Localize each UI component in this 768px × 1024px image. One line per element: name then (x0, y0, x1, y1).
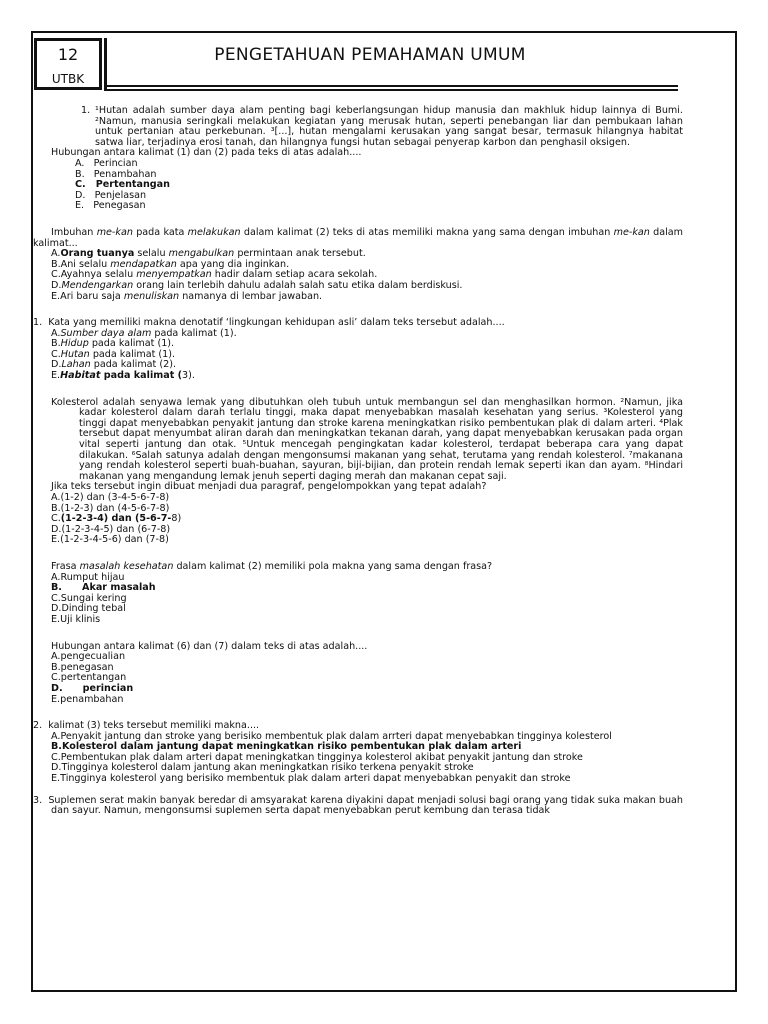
passage-hutan: 1. ¹Hutan adalah sumber daya alam penting bagi keberlangsungan hidup manusia dan makhluk hidup lainnya di Bumi. ²Namun, manusia seringkali melakukan kegiatan yang merusak hutan, seperti penebangan liar dan pembukaan lahan untuk pertanian atau perkebunan. ³[...], hutan mengalami kerusakan yang sangat besar, termasuk hilangnya habitat satwa liar, terjadinya erosi tanah, dan hilangnya fungsi hutan sebagai penyerap karbon dan penghasil oksigen. (81, 105, 683, 148)
option-b-answer[interactable]: B. Akar masalah (51, 582, 156, 594)
page-title: PENGETAHUAN PEMAHAMAN UMUM (214, 45, 526, 65)
option-a-answer[interactable]: A.Orang tuanya selalu mengabulkan permintaan anak tersebut. (51, 248, 366, 260)
question-imbuhan: Imbuhan me-kan pada kata melakukan dalam kalimat (2) teks di atas memiliki makna yang sama dengan imbuhan me-kan dalam kalimat... (33, 226, 683, 249)
option-e[interactable]: E.Uji klinis (51, 613, 101, 625)
option-b[interactable]: B.Hidup pada kalimat (1). (51, 338, 175, 350)
option-e[interactable]: E.Ari baru saja menuliskan namanya di lembar jawaban. (51, 290, 323, 302)
option-a[interactable]: A.Rumput hijau (51, 571, 125, 583)
exam-code: UTBK (51, 72, 85, 86)
question-number-box (34, 38, 102, 90)
option-e[interactable]: E.Tingginya kolesterol yang berisiko membentuk plak dalam arteri dapat menyebabkan penyakit dan stroke (51, 773, 571, 785)
page-number: 12 (57, 45, 79, 64)
question-text: Jika teks tersebut ingin dibuat menjadi dua paragraf, pengelompokkan yang tepat adalah? (51, 481, 487, 493)
option-c-answer[interactable]: C.(1-2-3-4) dan (5-6-7-8) (51, 513, 182, 525)
option-c[interactable]: C.Hutan pada kalimat (1). (51, 348, 176, 360)
option-c[interactable]: C.Ayahnya selalu menyempatkan hadir dalam setiap acara sekolah. (51, 269, 378, 281)
option-d[interactable]: D.Mendengarkan orang lain terlebih dahulu adalah salah satu etika dalam berdiskusi. (51, 279, 463, 291)
option-d-answer[interactable]: D. perincian (51, 682, 134, 694)
option-e[interactable]: E.penambahan (51, 693, 124, 705)
document-body (33, 106, 683, 817)
option-a[interactable]: A.pengecualian (51, 651, 126, 663)
option-a[interactable]: A.Penyakit jantung dan stroke yang berisiko membentuk plak dalam arrteri dapat menyebabkan tingginya kolesterol (51, 730, 612, 742)
option-c[interactable]: C.Sungai kering (51, 592, 127, 604)
option-d[interactable]: D.Lahan pada kalimat (2). (51, 359, 177, 371)
option-d[interactable]: D. Penjelasan (75, 189, 147, 201)
option-b-answer[interactable]: B.Kolesterol dalam jantung dapat meningkatkan risiko pembentukan plak dalam arteri (51, 741, 522, 753)
option-d[interactable]: D.Tingginya kolesterol dalam jantung akan meningkatkan risiko terkena penyakit stroke (51, 762, 474, 774)
option-b[interactable]: B.penegasan (51, 661, 114, 673)
option-a[interactable]: A.Sumber daya alam pada kalimat (1). (51, 327, 237, 339)
option-e[interactable]: E.(1-2-3-4-5-6) dan (7-8) (51, 534, 169, 546)
option-d[interactable]: D.Dinding tebal (51, 603, 126, 615)
option-list (33, 159, 683, 212)
option-c[interactable]: C.pertentangan (51, 672, 127, 684)
question-frasa: Frasa masalah kesehatan dalam kalimat (2) memiliki pola makna yang sama dengan frasa? (51, 560, 493, 572)
question-denotatif: 1. Kata yang memiliki makna denotatif ‘lingkungan kehidupan asli’ dalam teks tersebut adalah.... (33, 317, 505, 329)
option-a[interactable]: A.(1-2) dan (3-4-5-6-7-8) (51, 492, 170, 503)
question-makna: 2. kalimat (3) teks tersebut memiliki makna.... (33, 720, 260, 732)
passage-suplemen: 3. Suplemen serat makin banyak beredar di amsyarakat karena diyakini dapat menjadi solusi bagi orang yang tidak suka makan buah dan sayur. Namun, mengonsumsi suplemen serta dapat menyebabkan perut kembung dan terasa tidak (33, 794, 683, 817)
option-a[interactable]: A. Perincian (75, 157, 138, 169)
option-b[interactable]: B.Ani selalu mendapatkan apa yang dia inginkan. (51, 258, 290, 270)
question-hubungan: Hubungan antara kalimat (6) dan (7) dalam teks di atas adalah.... (51, 640, 368, 652)
header-rule (105, 85, 678, 87)
option-d[interactable]: D.(1-2-3-4-5) dan (6-7-8) (51, 523, 171, 535)
header-divider (104, 38, 107, 91)
header-rule-double (105, 89, 678, 91)
option-e-answer[interactable]: E.Habitat pada kalimat (3). (51, 370, 195, 382)
option-b[interactable]: B. Penambahan (75, 168, 157, 180)
question-text: Hubungan antara kalimat (1) dan (2) pada teks di atas adalah.... (51, 147, 362, 159)
option-c[interactable]: C.Pembentukan plak dalam arteri dapat meningkatkan tingginya kolesterol akibat penyakit jantung dan stroke (51, 751, 583, 763)
option-c-answer[interactable]: C. Pertentangan (75, 179, 170, 191)
option-e[interactable]: E. Penegasan (75, 200, 146, 212)
passage-kolesterol: Kolesterol adalah senyawa lemak yang dibutuhkan oleh tubuh untuk membangun sel dan menghasilkan hormon. ²Namun, jika kadar kolesterol dalam darah terlalu tinggi, maka dapat menyebabkan masalah kesehatan yang serius. ³Kolesterol yang tinggi dapat menyebabkan penyakit jantung dan stroke karena meningkatkan risiko pembentukan plak di dalam arteri. ⁴Plak tersebut dapat menyumbat aliran darah dan meningkatkan tekanan darah, yang dapat menyebabkan kerusakan pada organ vital seperti jantung dan otak. ⁵Untuk mencegah pengingkatan kadar kolesterol, terdapat beberapa cara yang dapat dilakukan. ⁶Salah satunya adalah dengan mengonsumsi makanan yang sehat, terutama yang rendah kolesterol. ⁷makanana yang rendah kolesterol seperti buah-buahan, sayuran, biji-bijian, dan protein rendah lemak seperti ikan dan ayam. ⁸Hindari makanan yang mengandung lemak jenuh seperti daging merah dan makanan cepat saji. (51, 396, 683, 482)
option-b[interactable]: B.(1-2-3) dan (4-5-6-7-8) (51, 502, 170, 514)
